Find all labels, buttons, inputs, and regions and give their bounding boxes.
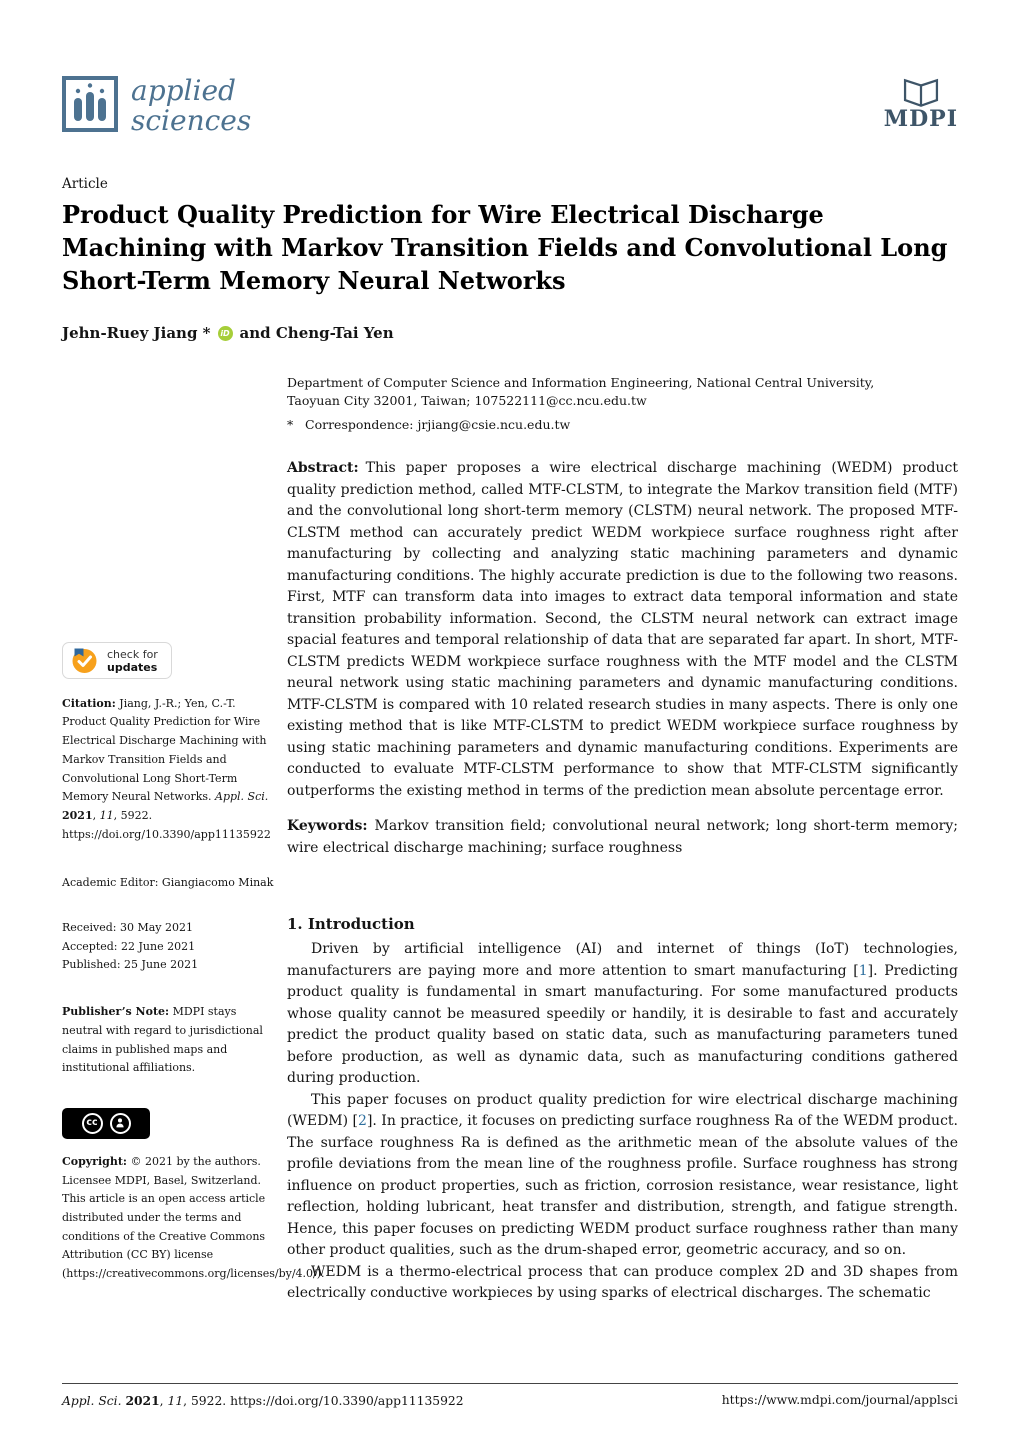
author-1: Jehn-Ruey Jiang *	[62, 324, 211, 342]
footer-year: 2021	[125, 1393, 160, 1408]
academic-editor: Academic Editor: Giangiacomo Minak	[62, 876, 274, 890]
publishers-note	[62, 1003, 275, 1078]
check-for-text: check for	[107, 647, 158, 661]
cc-icon: cc	[82, 1113, 103, 1134]
citation-text: Jiang, J.-R.; Yen, C.-T. Product Quality Prediction for Wire Electrical Discharge Machining with Markov Transition Fields and Convolutional Long Short-Term Memory Neural Networks.	[62, 696, 267, 804]
citation-journal: Appl. Sci.	[215, 790, 269, 804]
main-column	[287, 374, 958, 1305]
updates-text: updates	[107, 660, 158, 674]
paragraph-2-text: This paper focuses on product quality prediction for wire electrical discharge machining (WEDM) [	[287, 1091, 958, 1129]
applied-sciences-logo-icon	[62, 76, 118, 136]
abstract	[287, 458, 958, 802]
citation-ref-2-link[interactable]: 2	[358, 1113, 367, 1129]
page-header	[62, 76, 958, 150]
citation-block	[62, 695, 275, 845]
authors-line	[62, 324, 394, 342]
orcid-icon[interactable]: iD	[218, 326, 233, 341]
article-type-label: Article	[62, 176, 108, 192]
copyright-notice	[62, 1153, 325, 1284]
paragraph-1-text: Driven by artificial intelligence (AI) and internet of things (IoT) technologies, manufacturers are paying more and more attention to smart manufacturing [	[287, 941, 958, 979]
person-icon	[110, 1113, 131, 1134]
abstract-text: This paper proposes a wire electrical discharge machining (WEDM) product quality prediction method, called MTF-CLSTM, to integrate the Markov transition field (MTF) and the convolutional long short-term memory (CLSTM) neural network. The proposed MTF-CLSTM method can accurately predict WEDM workpiece surface roughness right after manufacturing by collecting and analyzing static machining parameters and dynamic manufacturing conditions. The highly accurate prediction is due to the following two reasons. First, MTF can transform data into images to extract data temporal information and state transition probability information. Second, the CLSTM neural network can extract image spacial features and temporal relationship of data that are separated far apart. In short, MTF-CLSTM predicts WEDM workpiece surface roughness with the MTF model and the CLSTM neural network using static machining parameters and dynamic manufacturing conditions. MTF-CLSTM is compared with 10 related research studies in many aspects. There is only one existing method that is like MTF-CLSTM to predict WEDM workpiece surface roughness by using static machining parameters and dynamic manufacturing conditions. Experiments are conducted to evaluate MTF-CLSTM performance to show that MTF-CLSTM significantly outperforms the existing method in terms of the prediction mean absolute percentage error.	[287, 460, 958, 799]
section-1-heading: 1. Introduction	[287, 915, 415, 933]
citation-doi-link[interactable]: , 5922. https://doi.org/10.3390/app11135922	[62, 808, 271, 841]
journal-name-line1: applied	[131, 74, 236, 107]
cc-by-license-badge[interactable]	[62, 1108, 150, 1139]
check-for-updates-badge[interactable]	[62, 642, 172, 679]
mdpi-wordmark: MDPI	[883, 106, 958, 132]
correspondence-star: *	[287, 417, 294, 432]
mdpi-logo	[884, 78, 958, 132]
copyright-label: Copyright:	[62, 1154, 127, 1168]
intro-paragraph-1	[287, 939, 958, 1090]
abstract-label: Abstract:	[287, 460, 359, 476]
paragraph-1-text-cont: ]. Predicting product quality is fundamental in smart manufacturing. For some manufactured products whose quality cannot be measured speedily or handily, it is desirable to fast and accurately predict the product quality based on static data, such as manufacturing parameters tuned before production, as well as dynamic data, such as manufacturing conditions gathered during production.	[287, 962, 958, 1086]
accepted-date: Accepted: 22 June 2021	[62, 939, 196, 953]
journal-name-line2: sciences	[131, 104, 252, 137]
citation-sep: ,	[92, 808, 100, 822]
footer-sep: ,	[159, 1394, 168, 1408]
footer-citation	[62, 1393, 464, 1408]
affiliation-line1: Department of Computer Science and Information Engineering, National Central University,	[287, 375, 875, 390]
citation-volume: 11	[99, 808, 114, 822]
citation-ref-1-link[interactable]: 1	[858, 962, 868, 979]
keywords	[287, 816, 958, 859]
published-date: Published: 25 June 2021	[62, 958, 199, 972]
publishers-note-text: MDPI stays neutral with regard to jurisdictional claims in published maps and institutional affiliations.	[62, 1005, 263, 1075]
crossmark-check-icon	[71, 647, 98, 674]
journal-name	[131, 76, 251, 136]
footer-volume: 11	[167, 1394, 184, 1408]
copyright-text: © 2021 by the authors. Licensee MDPI, Basel, Switzerland. This article is an open access article distributed under the terms and conditions of the Creative Commons Attribution (CC BY) license (https://creativecommons.org/licenses/by/4.0/).	[62, 1154, 325, 1281]
publishers-note-label: Publisher’s Note:	[62, 1005, 170, 1019]
footer-journal: Appl. Sci.	[62, 1394, 126, 1408]
applied-sciences-logo	[62, 76, 958, 136]
footer-journal-url[interactable]: https://www.mdpi.com/journal/applsci	[721, 1393, 958, 1407]
check-for-updates-label	[107, 648, 158, 674]
intro-paragraph-2	[287, 1090, 958, 1262]
left-sidebar	[62, 642, 325, 1284]
article-title: Product Quality Prediction for Wire Electrical Discharge Machining with Markov Transition Fields and Convolutional Long Short-Term Memory Neural Networks	[62, 200, 948, 295]
citation-year: 2021	[62, 808, 93, 822]
affiliation	[287, 374, 958, 410]
correspondence-line	[287, 416, 958, 434]
intro-paragraph-3: WEDM is a thermo-electrical process that can produce complex 2D and 3D shapes from electrically conductive workpieces by using sparks of electrical discharges. The schematic	[287, 1263, 958, 1301]
citation-label: Citation:	[62, 696, 116, 710]
correspondence-text[interactable]: Correspondence: jrjiang@csie.ncu.edu.tw	[305, 417, 571, 432]
footer-doi-link[interactable]: , 5922. https://doi.org/10.3390/app11135922	[183, 1394, 464, 1408]
received-date: Received: 30 May 2021	[62, 921, 193, 935]
page-footer	[62, 1383, 958, 1408]
history-dates	[62, 919, 275, 975]
paragraph-2-text-cont: ]. In practice, it focuses on predicting surface roughness Ra of the WEDM product. The surface roughness Ra is defined as the arithmetic mean of the absolute values of the profile deviations from the mean line of the roughness profile. Surface roughness has strong influence on product properties, such as friction, corrosion resistance, wear resistance, light reflection, holding lubricant, heat transfer and distribution, strength, and fatigue strength. Hence, this paper focuses on predicting WEDM product surface roughness rather than many other product qualities, such as the drum-shaped error, geometric accuracy, and so on.	[287, 1113, 958, 1258]
keywords-label: Keywords:	[287, 818, 368, 834]
keywords-text: Markov transition field; convolutional neural network; long short-term memory; wire electrical discharge machining; surface roughness	[287, 818, 958, 856]
affiliation-line2: Taoyuan City 32001, Taiwan; 107522111@cc.ncu.edu.tw	[287, 393, 647, 408]
author-2: and Cheng-Tai Yen	[239, 324, 394, 342]
mdpi-open-book-icon	[898, 78, 944, 108]
